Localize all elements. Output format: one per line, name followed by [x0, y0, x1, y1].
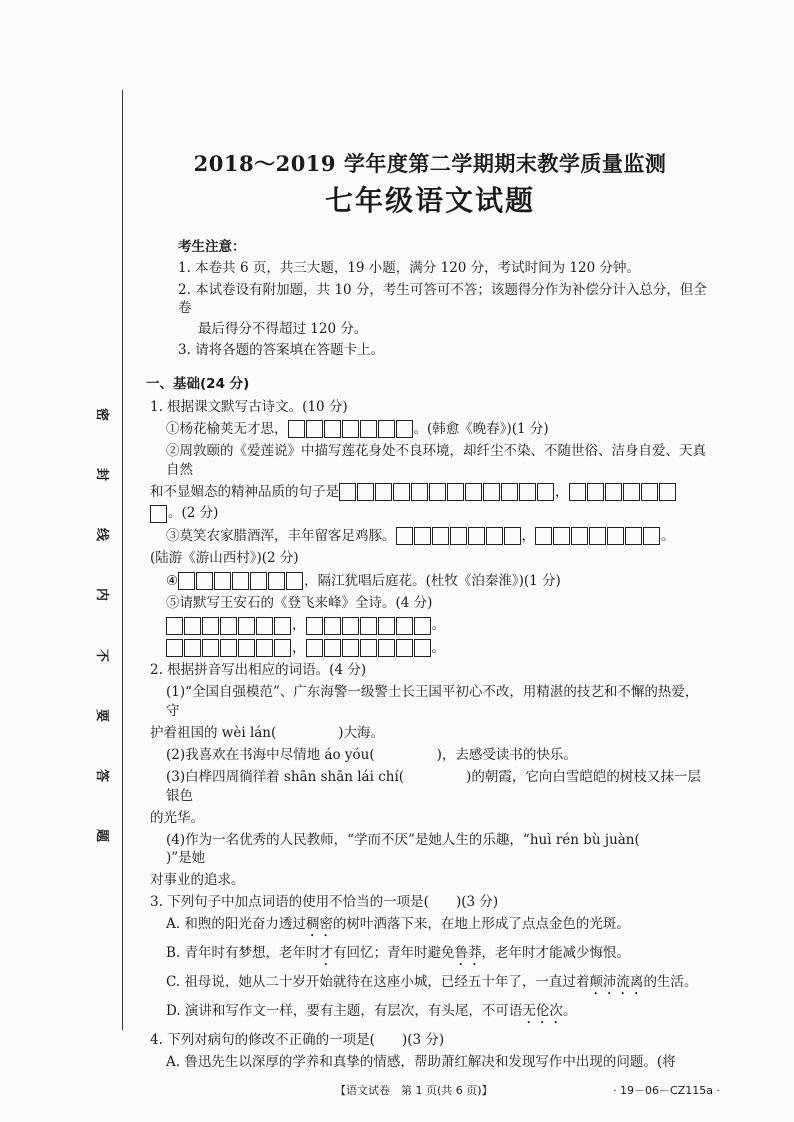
answer-box[interactable]: [306, 617, 323, 635]
section-heading: 一、基础(24 分): [146, 376, 250, 393]
answer-box[interactable]: [429, 483, 446, 501]
answer-box[interactable]: [468, 527, 485, 545]
answer-box[interactable]: [339, 483, 356, 501]
answer-boxes[interactable]: [535, 527, 661, 545]
answer-box[interactable]: [378, 420, 395, 438]
margin-char: 答: [94, 768, 110, 782]
answer-box[interactable]: [178, 572, 195, 590]
emphasized-word: 稠密: [305, 915, 333, 932]
question-2-prompt: 2. 根据拼音写出相应的词语。(4 分): [150, 662, 367, 679]
q2-item-2: (2)我喜欢在书海中尽情地 áo yóu( )，去感受读书的快乐。: [166, 747, 577, 764]
q1-item-3-cont: (陆游《游山西村》)(2 分): [150, 550, 299, 567]
notice-item: 最后得分不得超过 120 分。: [198, 321, 368, 338]
q3-option-d[interactable]: D. 演讲和写作文一样，要有主题，有层次，有头尾，不可语无伦次。: [166, 1002, 577, 1019]
binding-margin-note: [94, 405, 114, 845]
answer-boxes[interactable]: [396, 527, 522, 545]
answer-box[interactable]: [214, 572, 231, 590]
answer-box[interactable]: [360, 639, 377, 657]
answer-box[interactable]: [378, 617, 395, 635]
answer-box[interactable]: [414, 639, 431, 657]
emphasized-word: 才: [319, 944, 334, 961]
answer-box[interactable]: [220, 639, 237, 657]
answer-box[interactable]: [202, 617, 219, 635]
answer-box[interactable]: [483, 483, 500, 501]
notice-item: 3. 请将各题的答案填在答题卡上。: [178, 342, 385, 359]
answer-box[interactable]: [360, 617, 377, 635]
answer-box[interactable]: [396, 617, 413, 635]
margin-char: 要: [94, 708, 110, 722]
emphasized-word: 颠沛流离: [589, 973, 644, 990]
answer-box[interactable]: [605, 483, 622, 501]
answer-box[interactable]: [411, 483, 428, 501]
answer-boxes[interactable]: [306, 617, 432, 635]
answer-box[interactable]: [641, 483, 658, 501]
notice-item: 2. 本试卷设有附加题，共 10 分，考生可答可不答；该题得分作为补偿分计入总分，但全卷: [178, 281, 707, 316]
answer-box[interactable]: [286, 572, 303, 590]
q1-item-4: ④ ，隔江犹唱后庭花。(杜牧《泊秦淮》)(1 分): [166, 572, 561, 589]
question-1-prompt: 1. 根据课文默写古诗文。(10 分): [150, 398, 348, 415]
answer-box[interactable]: [571, 527, 588, 545]
answer-boxes[interactable]: [178, 572, 304, 590]
answer-boxes[interactable]: [166, 617, 292, 635]
q2-item-4: (4)作为一名优秀的人民教师，“学而不厌”是她人生的乐趣，“huì rén bù juàn()”是她: [166, 832, 640, 867]
answer-box[interactable]: [306, 420, 323, 438]
q3-option-c[interactable]: C. 祖母说，她从二十岁开始就待在这座小城，已经五十年了，一直过着颠沛流离的生活。: [166, 973, 698, 990]
answer-box[interactable]: [643, 527, 660, 545]
answer-boxes[interactable]: [569, 483, 677, 501]
answer-box[interactable]: [324, 420, 341, 438]
margin-char: 不: [94, 648, 110, 662]
question-3-prompt: 3. 下列句子中加点词语的使用不恰当的一项是( )(3 分): [150, 893, 499, 910]
answer-box[interactable]: [357, 483, 374, 501]
answer-box[interactable]: [360, 420, 377, 438]
q2-item-1: (1)“全国自强模范”、广东海警一级警士长王国平初心不改，用精湛的技艺和不懈的热爱，守: [166, 684, 699, 719]
answer-box[interactable]: [166, 639, 183, 657]
answer-box[interactable]: [396, 639, 413, 657]
exam-content: [146, 150, 710, 1075]
answer-box[interactable]: [553, 527, 570, 545]
exam-title-line1: 2018～2019 学年度第二学期期末教学质量监测: [193, 151, 667, 176]
answer-box[interactable]: [587, 483, 604, 501]
q1-item-5: ⑤请默写王安石的《登飞来峰》全诗。(4 分): [166, 595, 433, 612]
answer-box[interactable]: [447, 483, 464, 501]
answer-box[interactable]: [450, 527, 467, 545]
q3-option-b[interactable]: B. 青年时有梦想，老年时才有回忆；青年时避免鲁莽，老年时才能减少悔恨。: [166, 944, 631, 961]
answer-box[interactable]: [250, 572, 267, 590]
answer-box[interactable]: [256, 639, 273, 657]
emphasized-word: 鲁莽: [454, 944, 482, 961]
q3-option-a[interactable]: A. 和煦的阳光奋力透过稠密的树叶洒落下来，在地上形成了点点金色的光斑。: [166, 915, 630, 932]
answer-box[interactable]: [519, 483, 536, 501]
emphasized-word: 无伦次: [522, 1002, 563, 1019]
answer-box[interactable]: [414, 617, 431, 635]
answer-box[interactable]: [342, 617, 359, 635]
answer-box[interactable]: [288, 420, 305, 438]
answer-box[interactable]: [238, 639, 255, 657]
binding-line: [122, 90, 123, 1030]
answer-box[interactable]: [324, 639, 341, 657]
answer-box[interactable]: [196, 572, 213, 590]
answer-box[interactable]: [268, 572, 285, 590]
candidate-notice: [178, 238, 710, 359]
answer-box[interactable]: [220, 617, 237, 635]
answer-box[interactable]: [623, 483, 640, 501]
q2-item-3: (3)白桦四周徜徉着 shān shān lái chí( )的朝霞，它向白雪皑皑的树枝又抹一层银色: [166, 769, 701, 804]
answer-box[interactable]: [324, 617, 341, 635]
answer-box[interactable]: [504, 527, 521, 545]
answer-box[interactable]: [342, 420, 359, 438]
answer-box[interactable]: [537, 483, 554, 501]
q2-item-3-cont: 的光华。: [150, 809, 204, 826]
margin-char: 内: [94, 588, 110, 602]
notice-heading: 考生注意：: [178, 239, 246, 256]
answer-box[interactable]: [166, 617, 183, 635]
answer-box[interactable]: [274, 617, 291, 635]
answer-box[interactable]: [306, 639, 323, 657]
answer-box[interactable]: [375, 483, 392, 501]
answer-box[interactable]: [432, 527, 449, 545]
answer-boxes[interactable]: [150, 505, 168, 523]
answer-box[interactable]: [486, 527, 503, 545]
answer-box[interactable]: [232, 572, 249, 590]
q1-item-5-row: ， 。: [150, 616, 710, 635]
answer-box[interactable]: [184, 617, 201, 635]
answer-box[interactable]: [184, 639, 201, 657]
q1-item-2: ②周敦颐的《爱莲说》中描写莲花身处不良环境，却纤尘不染、不随世俗、洁身自爱、天真自然: [166, 443, 706, 478]
answer-box[interactable]: [342, 639, 359, 657]
answer-box[interactable]: [256, 617, 273, 635]
answer-box[interactable]: [378, 639, 395, 657]
question-4-prompt: 4. 下列对病句的修改不正确的一项是( )(3 分): [150, 1031, 445, 1048]
answer-boxes[interactable]: [306, 639, 432, 657]
exam-title-line2: 七年级语文试题: [324, 184, 535, 218]
q1-item-5-row: ， 。: [150, 639, 710, 658]
q2-item-4-cont: 对事业的追求。: [150, 872, 245, 889]
q2-item-1-cont: 护着祖国的 wèi lán( )大海。: [150, 724, 385, 741]
footer-page-info: 【语文试卷 第 1 页(共 6 页)】: [335, 1084, 493, 1097]
margin-char: 密: [94, 407, 110, 422]
answer-boxes[interactable]: [339, 483, 555, 501]
answer-box[interactable]: [238, 617, 255, 635]
answer-box[interactable]: [150, 505, 167, 523]
margin-char: 线: [94, 528, 110, 542]
answer-box[interactable]: [589, 527, 606, 545]
notice-item: 1. 本卷共 6 页，共三大题，19 小题，满分 120 分，考试时间为 120 分钟。: [178, 260, 641, 277]
q1-item-2-cont: 。(2 分): [150, 504, 710, 523]
answer-box[interactable]: [569, 483, 586, 501]
footer-code: · 19－06－CZ115a ·: [613, 1084, 720, 1097]
answer-box[interactable]: [465, 483, 482, 501]
margin-char: 题: [94, 828, 110, 842]
answer-box[interactable]: [274, 639, 291, 657]
q1-item-1: ①杨花榆荚无才思， 。(韩愈《晚春》)(1 分): [166, 420, 549, 437]
q1-item-2-cont: 和不显媚态的精神品质的句子是 ，: [150, 483, 710, 502]
answer-box[interactable]: [396, 420, 413, 438]
q1-item-3: ③莫笑农家腊酒浑，丰年留客足鸡豚。 ， 。: [166, 527, 675, 544]
answer-box[interactable]: [625, 527, 642, 545]
answer-box[interactable]: [414, 527, 431, 545]
margin-char: 封: [94, 468, 110, 482]
answer-box[interactable]: [396, 527, 413, 545]
answer-box[interactable]: [501, 483, 518, 501]
answer-boxes[interactable]: [288, 420, 414, 438]
q4-option-a[interactable]: A. 鲁迅先生以深厚的学养和真挚的情感，帮助萧红解决和发现写作中出现的问题。(将: [166, 1054, 676, 1071]
answer-box[interactable]: [659, 483, 676, 501]
answer-box[interactable]: [535, 527, 552, 545]
answer-box[interactable]: [202, 639, 219, 657]
answer-box[interactable]: [607, 527, 624, 545]
answer-boxes[interactable]: [166, 639, 292, 657]
answer-box[interactable]: [393, 483, 410, 501]
